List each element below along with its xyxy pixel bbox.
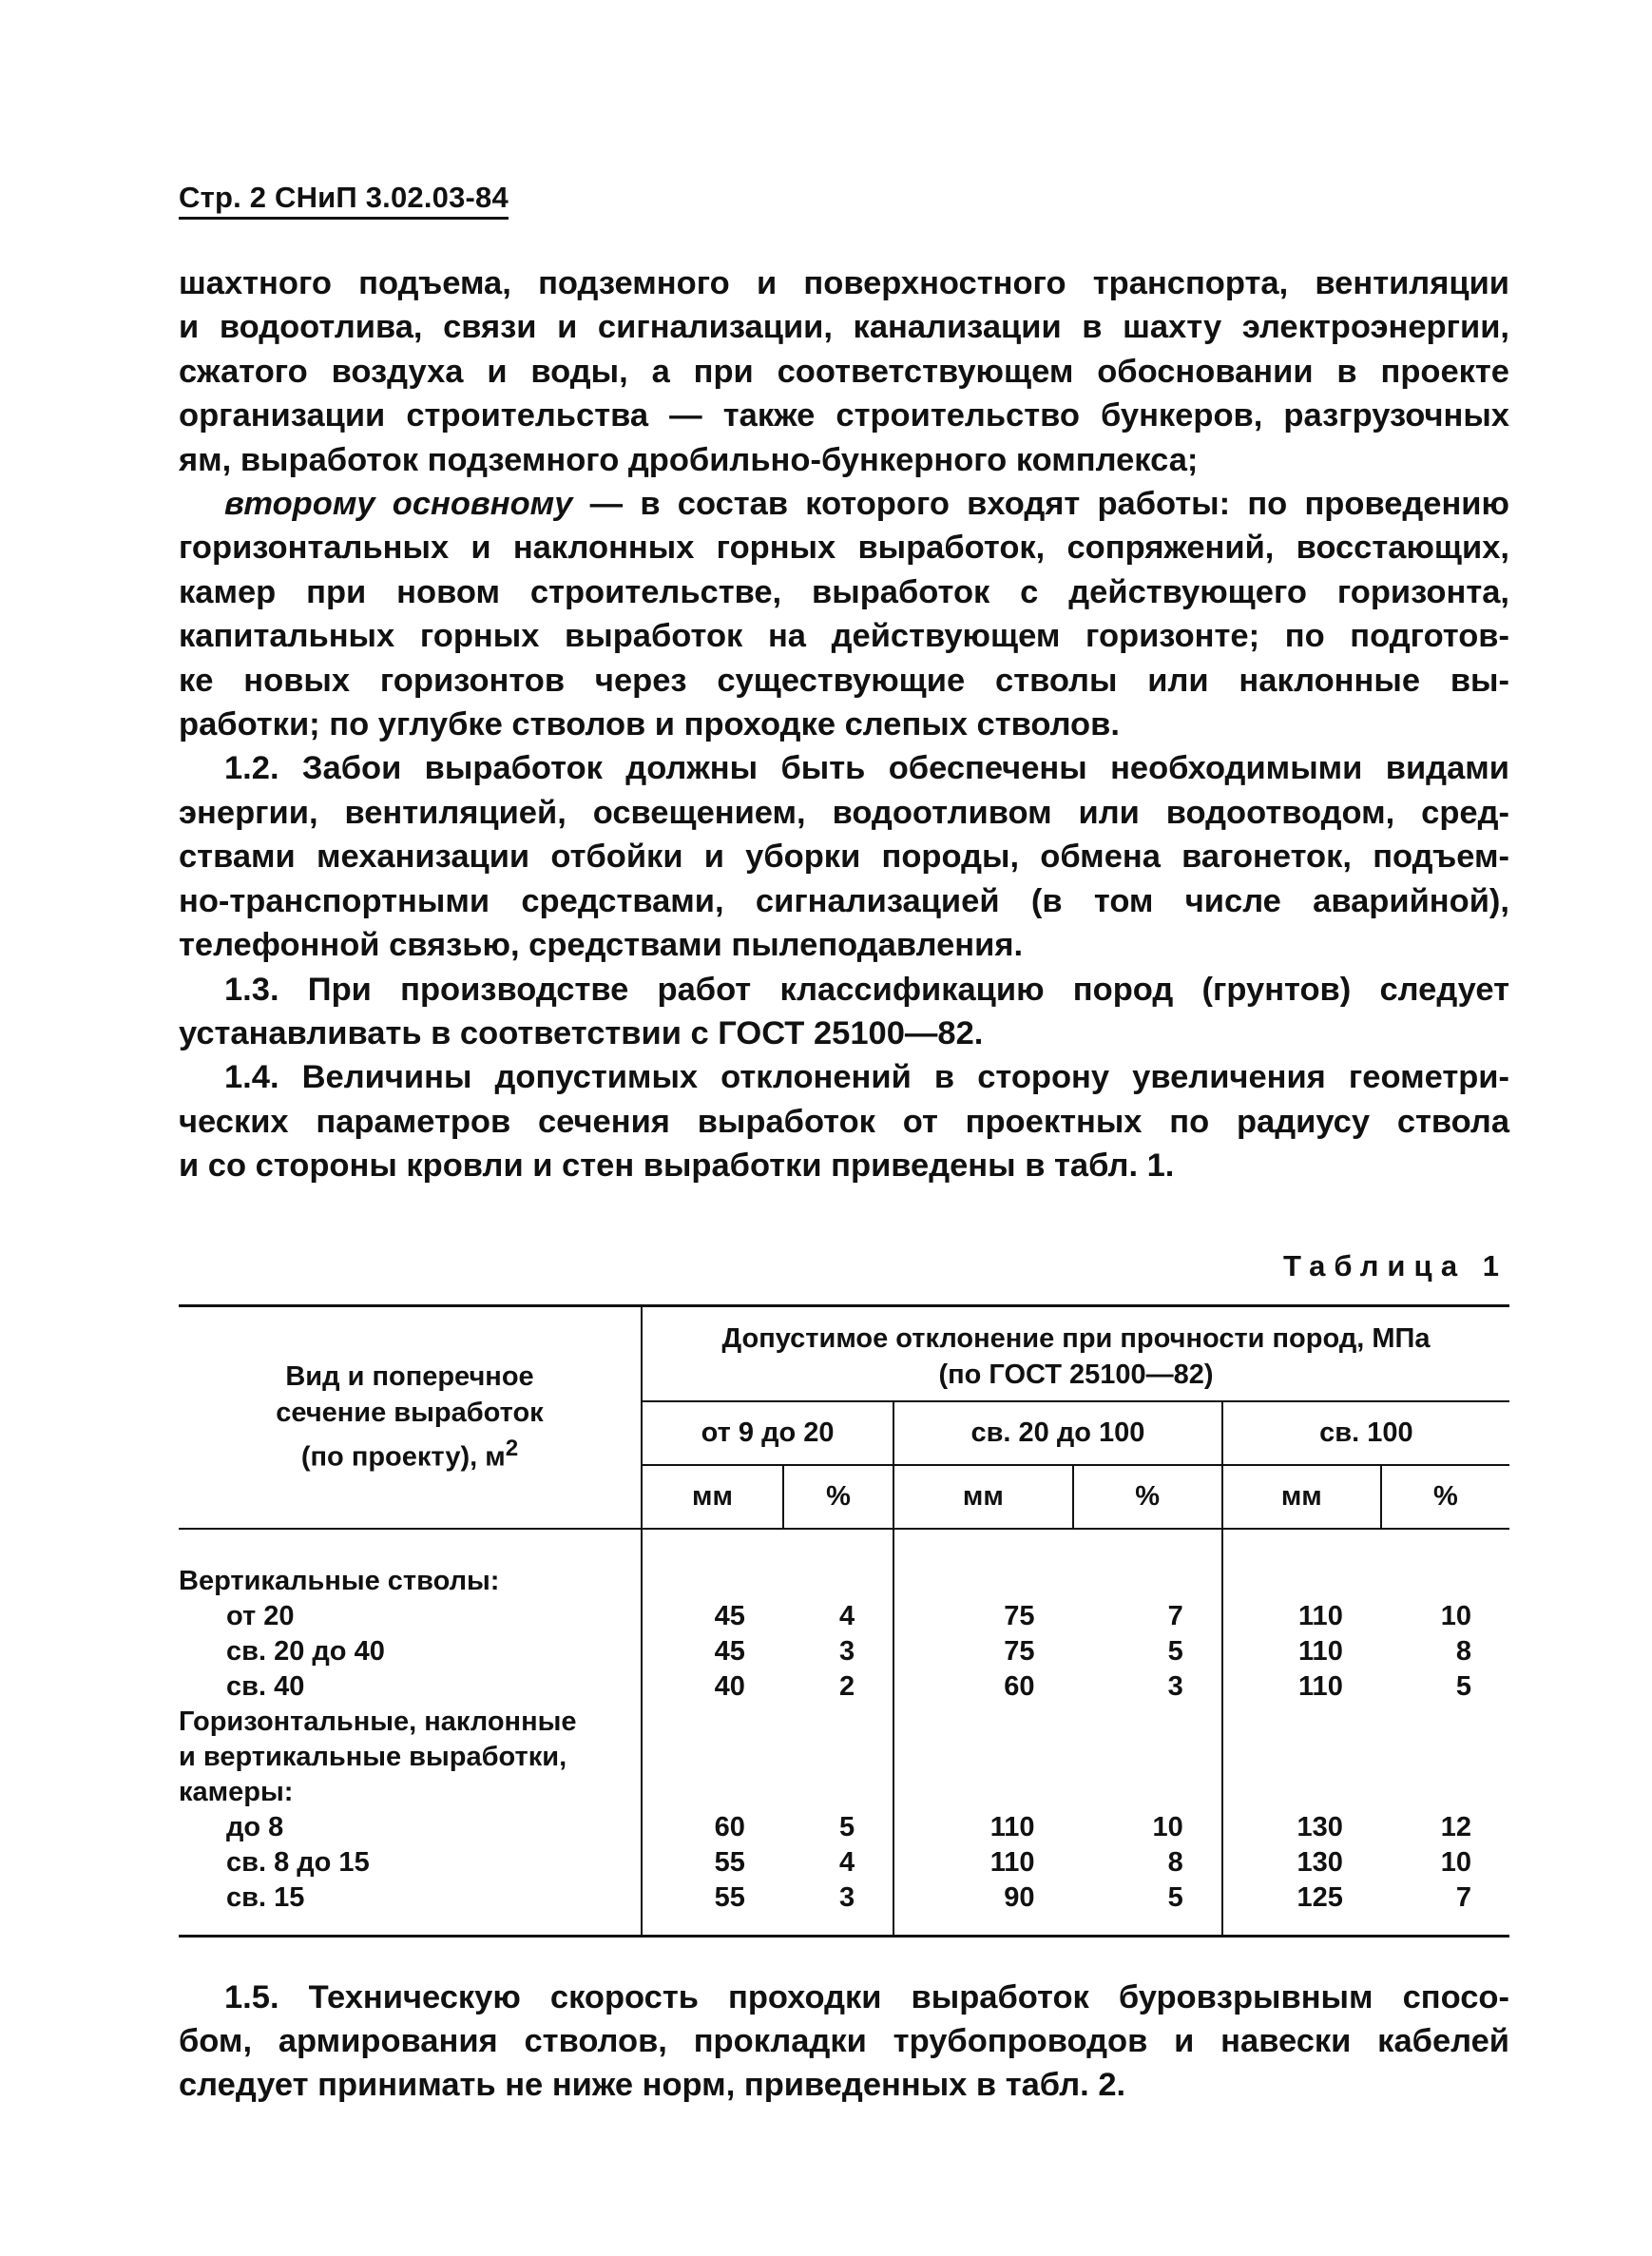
unit-header: % xyxy=(1073,1465,1222,1529)
table-cell: 2 xyxy=(783,1669,893,1705)
table-body xyxy=(179,1529,1509,1937)
text-fragment: Техническую скорость проходки выработок буровзрывным спосо- xyxy=(279,1978,1509,2015)
text-line xyxy=(179,1055,1509,1099)
unit-header: % xyxy=(1381,1465,1509,1529)
table-cell: 130 xyxy=(1297,1811,1343,1842)
table-cell xyxy=(642,1740,783,1775)
table-cell: 4 xyxy=(783,1599,893,1634)
table-row xyxy=(179,1775,1509,1810)
text-line xyxy=(179,482,1509,526)
table-cell: 10 xyxy=(1440,1600,1471,1631)
table-cell xyxy=(783,1775,893,1810)
clause-number: 1.3. xyxy=(224,971,279,1008)
text-line: устанавливать в соответствии с ГОСТ 25100—82. xyxy=(179,1014,984,1051)
clause-number: 1.5. xyxy=(224,1978,279,2015)
paragraph-second-stage xyxy=(179,482,1509,746)
text-line: энергии, вентиляцией, освещением, водоотливом или водоотводом, сред- xyxy=(179,794,1509,831)
table-cell xyxy=(1222,1775,1381,1810)
row-label: св. 20 до 40 xyxy=(179,1634,642,1669)
column-header-group xyxy=(642,1305,1509,1401)
text-line xyxy=(179,968,1509,1012)
term-italic: второму основному xyxy=(224,486,573,523)
superscript: 2 xyxy=(505,1436,519,1462)
text-line xyxy=(179,1976,1509,2019)
table-cell xyxy=(1073,1740,1222,1775)
row-label: камеры: xyxy=(179,1775,642,1810)
table-cell xyxy=(783,1529,893,1599)
table-caption: Таблица 1 xyxy=(1282,1248,1508,1282)
paragraph-1-3 xyxy=(179,968,1509,1056)
header-line: Вид и поперечное xyxy=(285,1361,534,1393)
text-fragment: Забои выработок должны быть обеспечены необходимыми видами xyxy=(279,750,1509,787)
row-label: от 20 xyxy=(179,1599,642,1634)
clause-number: 1.4. xyxy=(224,1059,279,1096)
table-cell: 75 xyxy=(1004,1635,1035,1667)
text-line: организации строительства — также строительство бункеров, разгрузочных xyxy=(179,397,1509,434)
table-cell: 110 xyxy=(1298,1600,1343,1631)
paragraph-1-5 xyxy=(179,1976,1509,2108)
table-cell: 110 xyxy=(1298,1670,1343,1702)
table-cell xyxy=(1073,1529,1222,1599)
table-cell xyxy=(1222,1705,1381,1740)
text-line: ке новых горизонтов через существующие стволы или наклонные вы- xyxy=(179,662,1509,699)
header-line: (по проекту), м xyxy=(300,1441,506,1473)
table-cell: 5 xyxy=(1455,1670,1471,1702)
text-line: следует принимать не ниже норм, приведенных в табл. 2. xyxy=(179,2067,1126,2104)
paragraph-1-2 xyxy=(179,746,1509,967)
document-page xyxy=(179,181,1509,2108)
table-cell: 10 xyxy=(1073,1810,1222,1845)
row-label: Вертикальные стволы: xyxy=(179,1529,642,1599)
table-row xyxy=(179,1810,1509,1845)
table-cell xyxy=(642,1705,783,1740)
row-label: Горизонтальные, наклонные xyxy=(179,1705,642,1740)
text-line: и водоотлива, связи и сигнализации, канализации в шахту электроэнергии, xyxy=(179,309,1509,346)
table-cell: 75 xyxy=(1004,1600,1035,1631)
table-cell xyxy=(1073,1775,1222,1810)
text-fragment: Величины допустимых отклонений в сторону увеличения геометри- xyxy=(279,1059,1509,1096)
table-cell xyxy=(1381,1740,1509,1775)
table-row xyxy=(179,1705,1509,1740)
table-cell: 60 xyxy=(1004,1670,1035,1702)
text-line: горизонтальных и наклонных горных выработок, сопряжений, восстающих, xyxy=(179,530,1509,567)
table-cell xyxy=(1381,1705,1509,1740)
table-cell xyxy=(783,1740,893,1775)
table-cell xyxy=(893,1705,1072,1740)
table-header-row xyxy=(179,1305,1509,1401)
table-cell: 12 xyxy=(1440,1811,1471,1842)
table-cell: 5 xyxy=(1073,1880,1222,1937)
table-row xyxy=(179,1740,1509,1775)
table-cell: 55 xyxy=(642,1880,783,1937)
page-header: Стр. 2 СНиП 3.02.03-84 xyxy=(179,181,509,220)
table-cell: 3 xyxy=(783,1634,893,1669)
text-line: сжатого воздуха и воды, а при соответствующем обосновании в проекте xyxy=(179,353,1509,390)
table-cell xyxy=(1073,1705,1222,1740)
table-cell: 110 xyxy=(989,1846,1035,1878)
table-cell xyxy=(1222,1740,1381,1775)
text-line: и со стороны кровли и стен выработки приведены в табл. 1. xyxy=(179,1147,1175,1185)
table-cell xyxy=(783,1705,893,1740)
table-cell xyxy=(1381,1775,1509,1810)
unit-header: мм xyxy=(893,1465,1072,1529)
table-cell xyxy=(893,1529,1072,1599)
table-cell: 45 xyxy=(714,1600,745,1631)
clause-number: 1.2. xyxy=(224,750,279,787)
table-cell: 55 xyxy=(714,1846,745,1878)
table-cell: 7 xyxy=(1381,1880,1509,1937)
row-label: до 8 xyxy=(179,1810,642,1845)
table-cell: 110 xyxy=(1298,1635,1343,1667)
row-label: св. 8 до 15 xyxy=(179,1845,642,1880)
table-row xyxy=(179,1634,1509,1669)
table-cell xyxy=(642,1775,783,1810)
table-row xyxy=(179,1845,1509,1880)
header-line: (по ГОСТ 25100—82) xyxy=(938,1359,1214,1390)
table-cell: 110 xyxy=(989,1811,1035,1842)
table-cell: 125 xyxy=(1222,1880,1381,1937)
range-header: св. 20 до 100 xyxy=(893,1401,1222,1465)
text-line: ям, выработок подземного дробильно-бункерного комплекса; xyxy=(179,441,1199,478)
text-line: телефонной связью, средствами пылеподавления. xyxy=(179,927,1024,964)
row-label: св. 15 xyxy=(179,1880,642,1937)
table-row xyxy=(179,1529,1509,1599)
table-cell: 5 xyxy=(1073,1634,1222,1669)
row-label: и вертикальные выработки, xyxy=(179,1740,642,1775)
paragraph-continuation xyxy=(179,261,1509,482)
body-text xyxy=(179,261,1509,1188)
header-line: сечение выработок xyxy=(276,1398,544,1429)
table-cell: 3 xyxy=(1073,1669,1222,1705)
table-cell: 40 xyxy=(714,1670,745,1702)
table-cell: 8 xyxy=(1073,1845,1222,1880)
table-row xyxy=(179,1669,1509,1705)
text-line xyxy=(179,746,1509,790)
table-cell: 130 xyxy=(1297,1846,1343,1878)
table-row xyxy=(179,1599,1509,1634)
column-header-type xyxy=(179,1305,642,1529)
header-line: Допустимое отклонение при прочности пород, МПа xyxy=(721,1322,1431,1354)
text-line: камер при новом строительстве, выработок с действующего горизонта, xyxy=(179,573,1509,610)
paragraph-1-4 xyxy=(179,1055,1509,1187)
text-line: ческих параметров сечения выработок от проектных по радиусу ствола xyxy=(179,1103,1509,1140)
table-cell: 90 xyxy=(893,1880,1072,1937)
table-cell: 45 xyxy=(714,1635,745,1667)
table-cell: 10 xyxy=(1440,1846,1471,1878)
table-cell: 4 xyxy=(783,1845,893,1880)
table-cell xyxy=(1381,1529,1509,1599)
text-line: работки; по углубке стволов и проходке слепых стволов. xyxy=(179,706,1120,743)
body-text-after-table xyxy=(179,1976,1509,2108)
range-header: св. 100 xyxy=(1222,1401,1509,1465)
text-fragment: — в состав которого входят работы: по проведению xyxy=(572,486,1509,523)
text-line: ствами механизации отбойки и уборки породы, обмена вагонеток, подъем- xyxy=(179,839,1509,876)
unit-header: % xyxy=(783,1465,893,1529)
text-line: но-транспортными средствами, сигнализацией (в том числе аварийной), xyxy=(179,882,1509,919)
table-cell xyxy=(1222,1529,1381,1599)
row-label: св. 40 xyxy=(179,1669,642,1705)
table-row xyxy=(179,1880,1509,1937)
table-cell xyxy=(893,1775,1072,1810)
table-cell: 60 xyxy=(714,1811,745,1842)
text-line: шахтного подъема, подземного и поверхностного транспорта, вентиляции xyxy=(179,265,1509,301)
table-cell: 3 xyxy=(783,1880,893,1937)
table-cell xyxy=(893,1740,1072,1775)
table-cell: 8 xyxy=(1455,1635,1471,1667)
deviation-table xyxy=(179,1304,1509,1938)
table-cell: 7 xyxy=(1073,1599,1222,1634)
text-line: капитальных горных выработок на действующем горизонте; по подготов- xyxy=(179,618,1509,655)
unit-header: мм xyxy=(1222,1465,1381,1529)
table-cell: 5 xyxy=(783,1810,893,1845)
text-fragment: При производстве работ классификацию пород (грунтов) следует xyxy=(279,971,1509,1008)
text-line: бом, армирования стволов, прокладки трубопроводов и навески кабелей xyxy=(179,2022,1509,2059)
table-cell xyxy=(642,1529,783,1599)
unit-header: мм xyxy=(642,1465,783,1529)
range-header: от 9 до 20 xyxy=(642,1401,893,1465)
